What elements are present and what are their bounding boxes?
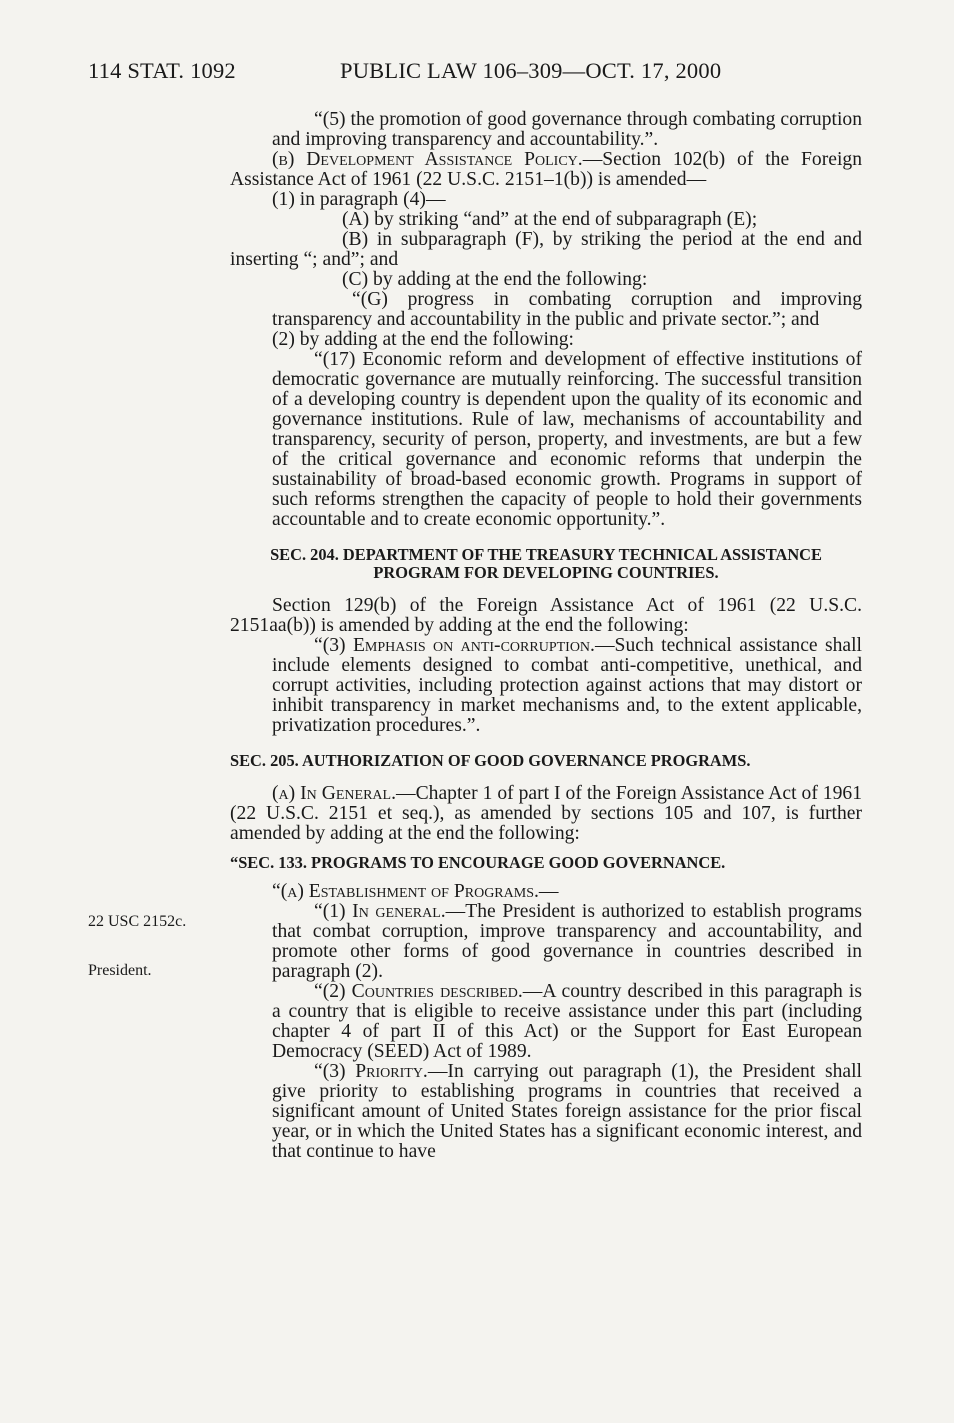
subparagraph-a: (A) by striking “and” at the end of subparagraph (E); (342, 209, 758, 230)
sec-204-intro: Section 129(b) of the Foreign Assistance Act of 1961 (22 U.S.C. 2151aa(b)) is amended by adding at the end the following: (230, 595, 862, 636)
sec-133-p3-label: “(3) Priority. (314, 1061, 428, 1082)
subparagraph-c: (C) by adding at the end the following: (342, 269, 648, 290)
margin-note-president: President. (88, 962, 152, 979)
document-body (230, 110, 862, 1162)
subparagraph-g: “(G) progress in combating corruption and improving transparency and accountability in the public and private sector.”; and (272, 289, 862, 330)
margin-note-usc: 22 USC 2152c. (88, 913, 187, 930)
sec-133-subsection-a (230, 882, 862, 902)
sec-204-heading: SEC. 204. DEPARTMENT OF THE TREASURY TECHNICAL ASSISTANCE PROGRAM FOR DEVELOPING COUNTRIES. (270, 545, 822, 582)
sec-133-p2-text: —A country described in this paragraph is a country that is eligible to receive assistance under this part (including chapter 4 of part II of this Act) or the Support for East European Democracy (SEED) Act of 1989. (272, 981, 862, 1062)
sec-133-paragraph-3 (230, 1062, 862, 1162)
public-law-citation: PUBLIC LAW 106–309—OCT. 17, 2000 (340, 58, 722, 83)
paragraph-1: (1) in paragraph (4)— (272, 189, 446, 210)
sec-133-p2-label: “(2) Countries described. (314, 981, 523, 1002)
sec-204-paragraph-3 (230, 636, 862, 736)
subsection-b-text: —Section 102(b) of the Foreign Assistance Act of 1961 (22 U.S.C. 2151–1(b)) is amended— (230, 149, 862, 190)
sec-133-paragraph-1 (230, 902, 862, 982)
sec-205-a-text: —Chapter 1 of part I of the Foreign Assistance Act of 1961 (22 U.S.C. 2151 et seq.), as amended by sections 105 and 107, is further amended by adding at the end the following: (230, 783, 862, 844)
subparagraph-b: (B) in subparagraph (F), by striking the period at the end and inserting “; and”; and (230, 229, 862, 270)
sec-133-a-dash: — (538, 881, 559, 902)
sec-133-a-label: “(a) Establishment of Programs. (272, 881, 539, 902)
sec-205-a-label: (a) In General. (272, 783, 396, 804)
sec-133-p1-text: —The President is authorized to establish programs that combat corruption, improve transparency and accountability, and promote other forms of good governance in countries described in paragraph (2). (272, 901, 862, 982)
subsection-b-label: (b) Development Assistance Policy. (272, 149, 583, 170)
paragraph-2: (2) by adding at the end the following: (272, 329, 575, 350)
sec-133-paragraph-2 (230, 982, 862, 1062)
sec-205-subsection-a (230, 784, 862, 844)
sec-205-heading: SEC. 205. AUTHORIZATION OF GOOD GOVERNANCE PROGRAMS. (230, 751, 751, 770)
sec-204-p3-label: “(3) Emphasis on anti-corruption. (314, 635, 595, 656)
subsection-b (230, 150, 862, 190)
paragraph-5: “(5) the promotion of good governance through combating corruption and improving transparency and accountability.”. (272, 109, 862, 150)
sec-133-p1-label: “(1) In general. (314, 901, 446, 922)
sec-133-p3-text: —In carrying out paragraph (1), the President shall give priority to establishing programs in countries that received a significant amount of United States foreign assistance for the prior fiscal year, or in which the United States has a significant economic interest, and that continue to have (272, 1061, 862, 1162)
stat-citation: 114 STAT. 1092 (88, 58, 236, 83)
paragraph-17: “(17) Economic reform and development of effective institutions of democratic governance are mutually reinforcing. The successful transition of a developing country is dependent upon the quality of its economic and governance institutions. Rule of law, mechanisms of accountability and transparency, security of person, property, and investments, are but a few of the critical governance and economic reforms that underpin the sustainability of broad-based economic growth. Programs in support of such reforms strengthen the capacity of people to hold their governments accountable and to create economic opportunity.”. (272, 349, 862, 530)
sec-133-heading: “SEC. 133. PROGRAMS TO ENCOURAGE GOOD GOVERNANCE. (230, 853, 726, 872)
sec-204-p3-text: —Such technical assistance shall include elements designed to combat anti-competitive, unethical, and corrupt activities, including protection against actions that may distort or inhibit transparency in market mechanisms and, to the extent applicable, privatization procedures.”. (272, 635, 863, 736)
